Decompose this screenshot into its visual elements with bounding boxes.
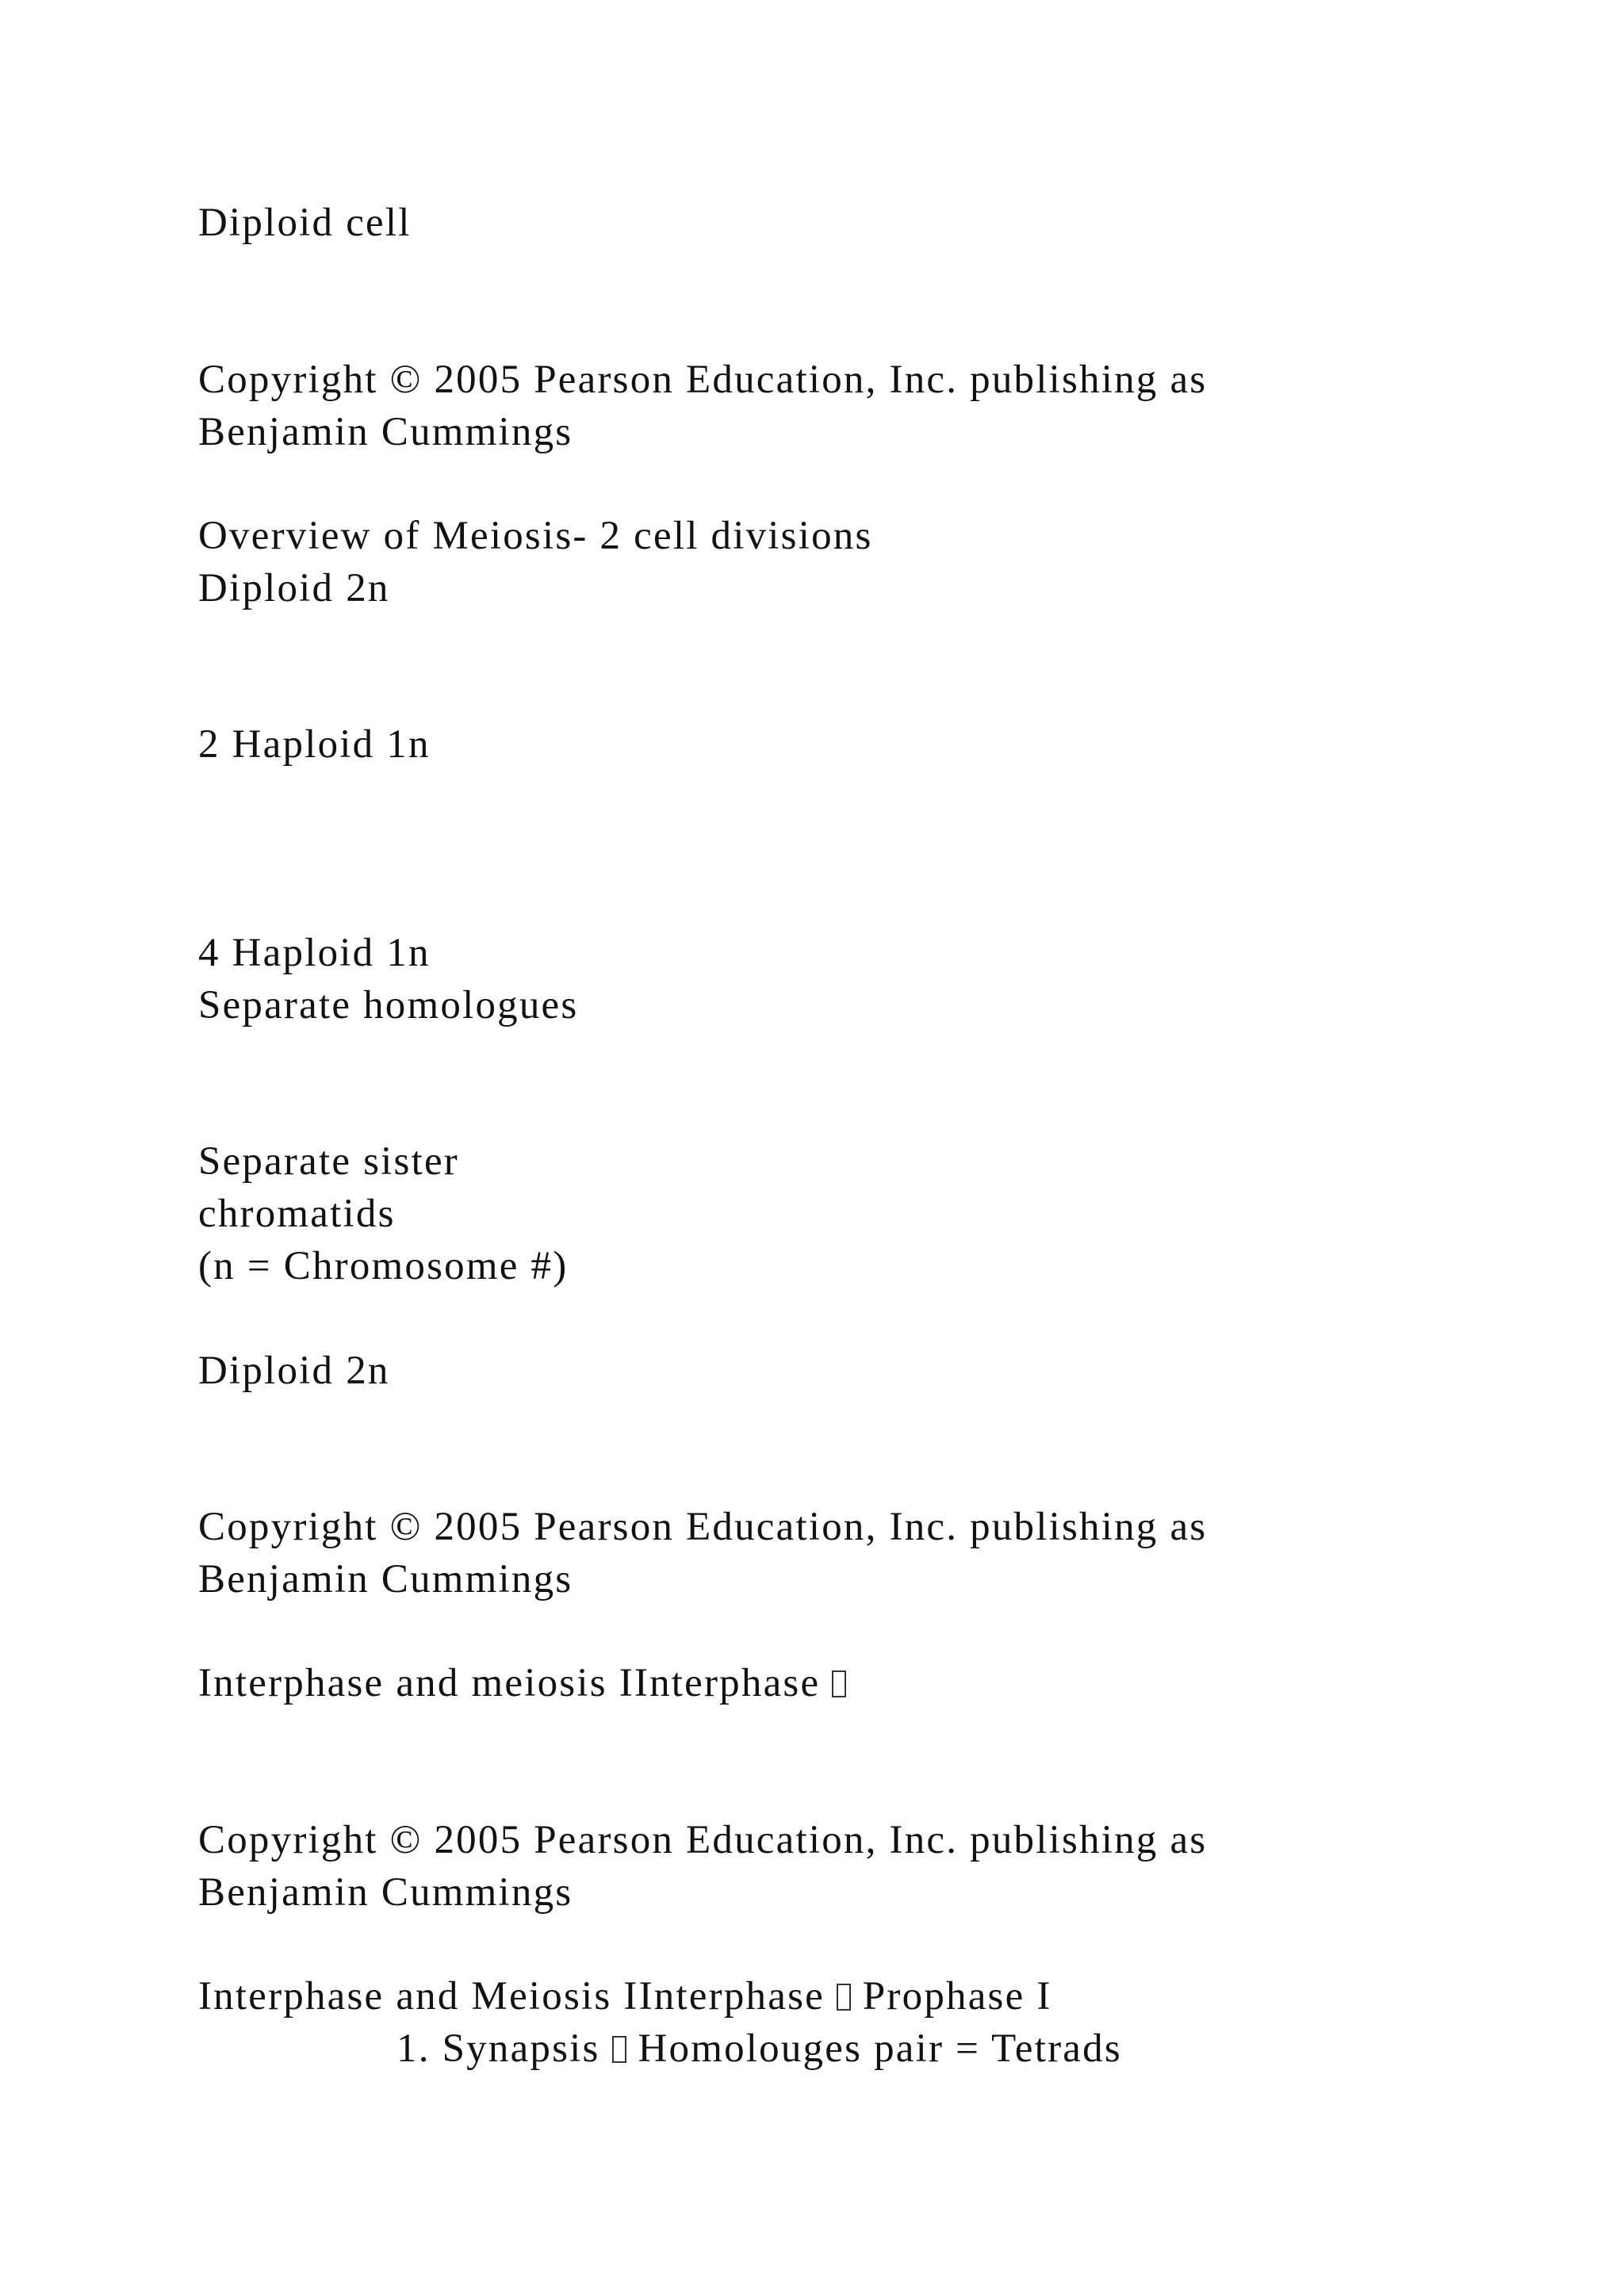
copyright-line: Copyright © 2005 Pearson Education, Inc. publishing as — [198, 1818, 1208, 1862]
text-line: Diploid 2n — [198, 1349, 390, 1393]
missing-glyph-icon — [612, 2036, 626, 2063]
copyright-line: Copyright © 2005 Pearson Education, Inc. publishing as — [198, 358, 1208, 402]
text-line: 4 Haploid 1n — [198, 931, 431, 975]
missing-glyph-icon — [837, 1984, 851, 2011]
copyright-line: Copyright © 2005 Pearson Education, Inc. publishing as — [198, 1505, 1208, 1549]
text-segment: Prophase I — [850, 1974, 1052, 2019]
text-line: Diploid cell — [198, 201, 412, 245]
copyright-line: Benjamin Cummings — [198, 410, 573, 454]
text-line: Separate sister — [198, 1139, 459, 1184]
heading-line — [198, 1657, 846, 1709]
copyright-line: Benjamin Cummings — [198, 1557, 573, 1601]
text-line: chromatids — [198, 1192, 396, 1236]
heading-line: Overview of Meiosis- 2 cell divisions — [198, 514, 873, 558]
text-line: 2 Haploid 1n — [198, 722, 431, 767]
heading-line — [198, 1970, 1052, 2022]
text-segment: Interphase and meiosis IInterphase — [198, 1661, 833, 1705]
text-segment: Homolouges pair = Tetrads — [626, 2026, 1122, 2071]
list-item — [396, 2022, 1122, 2075]
text-line: Separate homologues — [198, 983, 579, 1027]
text-segment: Interphase and Meiosis IInterphase — [198, 1974, 837, 2019]
text-segment: 1. Synapsis — [396, 2026, 612, 2071]
text-line: (n = Chromosome #) — [198, 1244, 569, 1288]
text-line: Diploid 2n — [198, 566, 390, 610]
missing-glyph-icon — [832, 1670, 846, 1697]
copyright-line: Benjamin Cummings — [198, 1870, 573, 1915]
